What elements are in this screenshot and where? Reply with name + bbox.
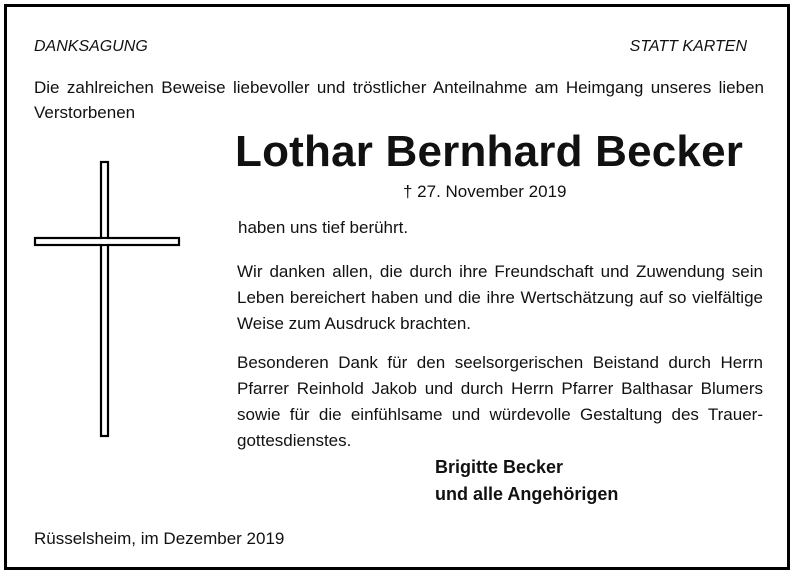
intro-text: Die zahlreichen Beweise liebevoller und tröstlicher Anteilnahme am Heimgang unseres lieben Verstorbenen bbox=[34, 78, 764, 122]
place-date-footer: Rüsselsheim, im Dezember 2019 bbox=[34, 529, 285, 548]
header-label-danksagung: DANKSAGUNG bbox=[34, 38, 148, 55]
phrase-text: haben uns tief berührt. bbox=[238, 218, 409, 237]
signature-line-2: und alle Angehörigen bbox=[435, 484, 619, 504]
header-label-statt-karten: STATT KARTEN bbox=[629, 38, 747, 55]
special-thanks-paragraph: Besonderen Dank für den seelsorgerischen Beistand durch Herrn Pfarrer Reinhold Jakob und durch Herrn Pfarrer Balthasar Blumers sowie für die einfühlsame und würdevolle Gestaltung des Trauergottesdienstes. bbox=[237, 353, 763, 450]
deceased-name: Lothar Bernhard Becker bbox=[235, 127, 744, 176]
cross-icon bbox=[33, 160, 183, 442]
thanks-paragraph: Wir danken allen, die durch ihre Freundschaft und Zuwendung sein Leben bereichert haben und die ihre Wertschätzung auf so vielfältige Weise zum Ausdruck brachten. bbox=[237, 262, 763, 333]
signature-line-1: Brigitte Becker bbox=[435, 457, 564, 477]
obituary-notice bbox=[4, 4, 790, 570]
signature bbox=[435, 454, 618, 508]
death-date: † 27. November 2019 bbox=[403, 182, 567, 201]
